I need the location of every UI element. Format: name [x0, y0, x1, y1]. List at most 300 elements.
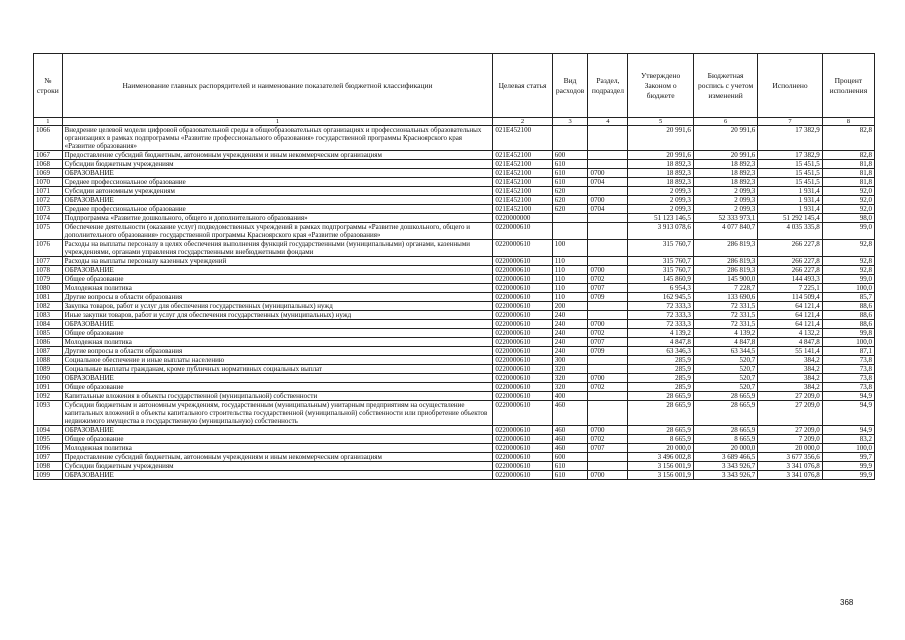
header-row-number: № строки — [34, 54, 63, 118]
row-percent: 92,8 — [822, 257, 874, 266]
row-schedule: 18 892,3 — [693, 178, 757, 187]
row-executed: 7 209,0 — [758, 435, 822, 444]
row-section: 0700 — [588, 471, 628, 480]
row-number: 1084 — [34, 320, 63, 329]
row-expense-kind: 460 — [552, 401, 588, 426]
row-schedule: 7 228,7 — [693, 284, 757, 293]
row-schedule: 133 690,6 — [693, 293, 757, 302]
row-approved: 315 760,7 — [628, 240, 693, 257]
row-expense-kind: 240 — [552, 347, 588, 356]
row-section: 0704 — [588, 205, 628, 214]
table-row — [34, 338, 875, 347]
row-expense-kind: 600 — [552, 151, 588, 160]
row-number: 1099 — [34, 471, 63, 480]
row-name: Молодежная политика — [62, 444, 493, 453]
row-executed: 55 141,4 — [758, 347, 822, 356]
row-target-article: 0220000610 — [493, 293, 552, 302]
row-name: Субсидии бюджетным и автономным учреждениям, государственным (муниципальным) унитарным предприятиям на осуществление капитальных вложений в объекты капитального строительства государственной (муниципальной) собственности или приобретение объектов недвижимого имущества в государственную (муниципальную) собственность — [62, 401, 493, 426]
row-name: Общее образование — [62, 383, 493, 392]
row-target-article: 0220000610 — [493, 453, 552, 462]
row-target-article: 0220000610 — [493, 462, 552, 471]
row-percent: 100,0 — [822, 284, 874, 293]
row-expense-kind: 110 — [552, 284, 588, 293]
row-target-article: 0220000610 — [493, 329, 552, 338]
row-schedule: 20 000,0 — [693, 444, 757, 453]
row-percent: 99,9 — [822, 462, 874, 471]
row-name: Другие вопросы в области образования — [62, 293, 493, 302]
table-row — [34, 240, 875, 257]
row-section: 0700 — [588, 426, 628, 435]
row-schedule: 63 344,5 — [693, 347, 757, 356]
row-executed: 64 121,4 — [758, 311, 822, 320]
row-expense-kind: 610 — [552, 471, 588, 480]
table-row — [34, 266, 875, 275]
row-expense-kind: 240 — [552, 338, 588, 347]
row-schedule: 20 991,6 — [693, 151, 757, 160]
column-number: 1 — [62, 118, 493, 126]
row-number: 1076 — [34, 240, 63, 257]
table-row — [34, 205, 875, 214]
row-number: 1088 — [34, 356, 63, 365]
row-schedule: 520,7 — [693, 356, 757, 365]
header-section: Раздел, подраздел — [588, 54, 628, 118]
row-percent: 88,6 — [822, 311, 874, 320]
row-approved: 20 991,6 — [628, 126, 693, 151]
table-row — [34, 383, 875, 392]
row-schedule: 20 991,6 — [693, 126, 757, 151]
column-number: 4 — [588, 118, 628, 126]
row-approved: 285,9 — [628, 374, 693, 383]
row-schedule: 286 819,3 — [693, 266, 757, 275]
header-percent: Процент исполнения — [822, 54, 874, 118]
row-expense-kind — [552, 223, 588, 240]
row-approved: 3 496 002,8 — [628, 453, 693, 462]
column-number: 8 — [822, 118, 874, 126]
row-name: Среднее профессиональное образование — [62, 178, 493, 187]
row-target-article: 021E452100 — [493, 205, 552, 214]
row-expense-kind: 610 — [552, 178, 588, 187]
row-approved: 3 156 001,9 — [628, 462, 693, 471]
row-approved: 285,9 — [628, 356, 693, 365]
row-section: 0709 — [588, 347, 628, 356]
table-row — [34, 293, 875, 302]
table-row — [34, 426, 875, 435]
row-schedule: 2 099,3 — [693, 205, 757, 214]
row-percent: 88,6 — [822, 302, 874, 311]
row-section: 0704 — [588, 178, 628, 187]
row-expense-kind: 300 — [552, 356, 588, 365]
table-row — [34, 320, 875, 329]
row-name: Иные закупки товаров, работ и услуг для обеспечения государственных (муниципальных) нужд — [62, 311, 493, 320]
row-approved: 162 945,5 — [628, 293, 693, 302]
row-schedule: 18 892,3 — [693, 160, 757, 169]
row-percent: 92,8 — [822, 266, 874, 275]
row-section: 0702 — [588, 383, 628, 392]
row-executed: 64 121,4 — [758, 320, 822, 329]
row-approved: 3 156 001,9 — [628, 471, 693, 480]
row-name: ОБРАЗОВАНИЕ — [62, 426, 493, 435]
row-target-article: 0220000610 — [493, 257, 552, 266]
row-expense-kind: 460 — [552, 435, 588, 444]
row-section — [588, 223, 628, 240]
row-name: Молодежная политика — [62, 284, 493, 293]
row-section: 0700 — [588, 169, 628, 178]
table-row — [34, 392, 875, 401]
table-row — [34, 196, 875, 205]
table-row — [34, 329, 875, 338]
row-expense-kind: 320 — [552, 365, 588, 374]
header-schedule: Бюджетная роспись с учетом изменений — [693, 54, 757, 118]
row-executed: 1 931,4 — [758, 196, 822, 205]
table-row — [34, 214, 875, 223]
row-expense-kind: 110 — [552, 266, 588, 275]
row-target-article: 0220000610 — [493, 444, 552, 453]
row-section — [588, 302, 628, 311]
row-name: ОБРАЗОВАНИЕ — [62, 196, 493, 205]
row-expense-kind: 460 — [552, 444, 588, 453]
table-row — [34, 126, 875, 151]
row-schedule: 28 665,9 — [693, 392, 757, 401]
row-number: 1091 — [34, 383, 63, 392]
row-number: 1096 — [34, 444, 63, 453]
row-target-article: 0220000610 — [493, 240, 552, 257]
row-executed: 266 227,8 — [758, 257, 822, 266]
row-approved: 72 333,3 — [628, 302, 693, 311]
row-schedule: 2 099,3 — [693, 196, 757, 205]
row-name: Внедрение целевой модели цифровой образовательной среды в общеобразовательных организациях и профессиональных образовательных организациях в рамках подпрограммы «Развитие профессионального образования» государственной программы Красноярского края «Развитие образования» — [62, 126, 493, 151]
row-target-article: 0220000610 — [493, 365, 552, 374]
row-approved: 285,9 — [628, 383, 693, 392]
row-approved: 6 954,3 — [628, 284, 693, 293]
row-expense-kind: 320 — [552, 374, 588, 383]
row-approved: 2 099,3 — [628, 196, 693, 205]
row-target-article: 021E452100 — [493, 169, 552, 178]
table-row — [34, 257, 875, 266]
row-section: 0700 — [588, 320, 628, 329]
row-number: 1097 — [34, 453, 63, 462]
row-number: 1083 — [34, 311, 63, 320]
row-approved: 4 847,8 — [628, 338, 693, 347]
row-executed: 1 931,4 — [758, 205, 822, 214]
row-percent: 94,9 — [822, 392, 874, 401]
row-percent: 99,8 — [822, 329, 874, 338]
row-approved: 18 892,3 — [628, 160, 693, 169]
row-schedule: 4 847,8 — [693, 338, 757, 347]
row-name: Субсидии бюджетным учреждениям — [62, 462, 493, 471]
row-schedule: 72 331,5 — [693, 320, 757, 329]
row-expense-kind: 610 — [552, 169, 588, 178]
row-schedule: 2 099,3 — [693, 187, 757, 196]
row-executed: 266 227,8 — [758, 240, 822, 257]
row-section — [588, 214, 628, 223]
row-approved: 315 760,7 — [628, 257, 693, 266]
row-approved: 315 760,7 — [628, 266, 693, 275]
row-section — [588, 257, 628, 266]
row-approved: 145 860,9 — [628, 275, 693, 284]
header-target-article: Целевая статья — [493, 54, 552, 118]
row-section — [588, 151, 628, 160]
row-name: Молодежная политика — [62, 338, 493, 347]
row-target-article: 0220000610 — [493, 347, 552, 356]
row-executed: 114 509,4 — [758, 293, 822, 302]
row-target-article: 0220000610 — [493, 471, 552, 480]
table-row — [34, 187, 875, 196]
row-section: 0702 — [588, 329, 628, 338]
table-row — [34, 347, 875, 356]
row-section: 0702 — [588, 275, 628, 284]
row-approved: 20 000,0 — [628, 444, 693, 453]
table-row — [34, 284, 875, 293]
row-section — [588, 365, 628, 374]
row-number: 1067 — [34, 151, 63, 160]
row-name: ОБРАЗОВАНИЕ — [62, 320, 493, 329]
row-name: Подпрограмма «Развитие дошкольного, общего и дополнительного образования» — [62, 214, 493, 223]
table-body — [34, 126, 875, 480]
row-target-article: 0220000610 — [493, 320, 552, 329]
row-executed: 3 341 076,8 — [758, 462, 822, 471]
row-target-article: 0220000610 — [493, 223, 552, 240]
row-executed: 4 035 335,8 — [758, 223, 822, 240]
row-target-article: 0220000000 — [493, 214, 552, 223]
row-section — [588, 392, 628, 401]
row-executed: 7 225,1 — [758, 284, 822, 293]
row-number: 1077 — [34, 257, 63, 266]
row-number: 1090 — [34, 374, 63, 383]
row-target-article: 0220000610 — [493, 374, 552, 383]
row-section — [588, 311, 628, 320]
row-approved: 28 665,9 — [628, 392, 693, 401]
row-name: Капитальные вложения в объекты государственной (муниципальной) собственности — [62, 392, 493, 401]
row-executed: 17 382,9 — [758, 126, 822, 151]
row-number: 1072 — [34, 196, 63, 205]
row-name: ОБРАЗОВАНИЕ — [62, 266, 493, 275]
row-section — [588, 453, 628, 462]
row-expense-kind: 610 — [552, 160, 588, 169]
row-percent: 88,6 — [822, 320, 874, 329]
row-executed: 3 677 356,6 — [758, 453, 822, 462]
row-expense-kind: 620 — [552, 187, 588, 196]
row-schedule: 52 333 973,1 — [693, 214, 757, 223]
row-executed: 4 847,8 — [758, 338, 822, 347]
row-number: 1085 — [34, 329, 63, 338]
row-expense-kind: 610 — [552, 462, 588, 471]
row-number: 1081 — [34, 293, 63, 302]
row-target-article: 0220000610 — [493, 275, 552, 284]
row-expense-kind: 240 — [552, 320, 588, 329]
row-approved: 8 665,9 — [628, 435, 693, 444]
row-section — [588, 126, 628, 151]
row-executed: 27 209,0 — [758, 392, 822, 401]
row-schedule: 3 343 926,7 — [693, 471, 757, 480]
row-executed: 266 227,8 — [758, 266, 822, 275]
row-approved: 72 333,3 — [628, 320, 693, 329]
row-approved: 285,9 — [628, 365, 693, 374]
row-target-article: 0220000610 — [493, 426, 552, 435]
row-expense-kind: 400 — [552, 392, 588, 401]
table-row — [34, 462, 875, 471]
row-target-article: 021E452100 — [493, 151, 552, 160]
row-expense-kind — [552, 126, 588, 151]
row-percent: 81,8 — [822, 169, 874, 178]
row-section: 0702 — [588, 435, 628, 444]
row-schedule: 3 689 466,5 — [693, 453, 757, 462]
row-percent: 73,8 — [822, 383, 874, 392]
header-name: Наименование главных распорядителей и наименование показателей бюджетной классификации — [62, 54, 493, 118]
row-schedule: 18 892,3 — [693, 169, 757, 178]
table-row — [34, 311, 875, 320]
row-number: 1093 — [34, 401, 63, 426]
row-target-article: 021E452100 — [493, 126, 552, 151]
table-row — [34, 223, 875, 240]
row-expense-kind: 620 — [552, 196, 588, 205]
row-executed: 15 451,5 — [758, 160, 822, 169]
budget-execution-table — [33, 53, 875, 480]
row-expense-kind: 620 — [552, 205, 588, 214]
row-target-article: 0220000610 — [493, 266, 552, 275]
row-name: Другие вопросы в области образования — [62, 347, 493, 356]
row-number: 1075 — [34, 223, 63, 240]
row-number: 1098 — [34, 462, 63, 471]
row-percent: 87,1 — [822, 347, 874, 356]
table-row — [34, 151, 875, 160]
row-name: Расходы на выплаты персоналу в целях обеспечения выполнения функций государственными (муниципальными) органами, казенными учреждениями, органами управления государственными внебюджетными фондами — [62, 240, 493, 257]
row-target-article: 021E452100 — [493, 187, 552, 196]
row-section — [588, 160, 628, 169]
row-number: 1071 — [34, 187, 63, 196]
table-header-row — [34, 54, 875, 118]
row-number: 1079 — [34, 275, 63, 284]
row-approved: 28 665,9 — [628, 401, 693, 426]
row-number: 1080 — [34, 284, 63, 293]
row-number: 1086 — [34, 338, 63, 347]
row-expense-kind: 240 — [552, 329, 588, 338]
row-percent: 85,7 — [822, 293, 874, 302]
row-percent: 82,8 — [822, 126, 874, 151]
row-percent: 99,0 — [822, 275, 874, 284]
row-number: 1082 — [34, 302, 63, 311]
row-name: Предоставление субсидий бюджетным, автономным учреждениям и иным некоммерческим организациям — [62, 453, 493, 462]
row-section — [588, 401, 628, 426]
row-executed: 3 341 076,8 — [758, 471, 822, 480]
row-number: 1089 — [34, 365, 63, 374]
table-row — [34, 275, 875, 284]
row-target-article: 0220000610 — [493, 356, 552, 365]
row-executed: 384,2 — [758, 365, 822, 374]
row-target-article: 0220000610 — [493, 284, 552, 293]
row-percent: 99,9 — [822, 471, 874, 480]
row-name: Социальные выплаты гражданам, кроме публичных нормативных социальных выплат — [62, 365, 493, 374]
row-schedule: 520,7 — [693, 383, 757, 392]
table-row — [34, 374, 875, 383]
row-percent: 92,0 — [822, 205, 874, 214]
column-number: 7 — [758, 118, 822, 126]
row-schedule: 72 331,5 — [693, 311, 757, 320]
table-row — [34, 401, 875, 426]
row-name: Общее образование — [62, 435, 493, 444]
row-approved: 3 913 078,6 — [628, 223, 693, 240]
row-target-article: 0220000610 — [493, 392, 552, 401]
row-executed: 384,2 — [758, 374, 822, 383]
row-section — [588, 462, 628, 471]
row-name: ОБРАЗОВАНИЕ — [62, 374, 493, 383]
row-percent: 92,0 — [822, 196, 874, 205]
row-name: Субсидии бюджетным учреждениям — [62, 160, 493, 169]
row-section: 0707 — [588, 338, 628, 347]
row-executed: 15 451,5 — [758, 178, 822, 187]
row-expense-kind: 320 — [552, 383, 588, 392]
row-target-article: 0220000610 — [493, 401, 552, 426]
row-executed: 144 493,3 — [758, 275, 822, 284]
row-expense-kind: 200 — [552, 302, 588, 311]
row-schedule: 3 343 926,7 — [693, 462, 757, 471]
table-row — [34, 453, 875, 462]
row-approved: 20 991,6 — [628, 151, 693, 160]
row-approved: 72 333,3 — [628, 311, 693, 320]
column-number: 6 — [693, 118, 757, 126]
row-approved: 18 892,3 — [628, 178, 693, 187]
row-number: 1070 — [34, 178, 63, 187]
row-expense-kind: 110 — [552, 257, 588, 266]
row-name: Закупка товаров, работ и услуг для обеспечения государственных (муниципальных) нужд — [62, 302, 493, 311]
row-name: Предоставление субсидий бюджетным, автономным учреждениям и иным некоммерческим организациям — [62, 151, 493, 160]
row-target-article: 021E452100 — [493, 178, 552, 187]
row-number: 1095 — [34, 435, 63, 444]
row-schedule: 4 139,2 — [693, 329, 757, 338]
row-target-article: 0220000610 — [493, 338, 552, 347]
row-percent: 92,0 — [822, 187, 874, 196]
row-name: Расходы на выплаты персоналу казенных учреждений — [62, 257, 493, 266]
row-executed: 1 931,4 — [758, 187, 822, 196]
row-section — [588, 240, 628, 257]
row-executed: 51 292 145,4 — [758, 214, 822, 223]
row-number: 1094 — [34, 426, 63, 435]
row-schedule: 520,7 — [693, 374, 757, 383]
row-percent: 99,0 — [822, 223, 874, 240]
row-number: 1066 — [34, 126, 63, 151]
row-expense-kind: 240 — [552, 311, 588, 320]
header-expense-kind: Вид расходов — [552, 54, 588, 118]
row-expense-kind: 110 — [552, 275, 588, 284]
table-row — [34, 178, 875, 187]
row-approved: 2 099,3 — [628, 205, 693, 214]
row-schedule: 286 819,3 — [693, 257, 757, 266]
row-target-article: 0220000610 — [493, 383, 552, 392]
row-expense-kind: 600 — [552, 453, 588, 462]
header-executed: Исполнено — [758, 54, 822, 118]
column-number: 3 — [552, 118, 588, 126]
row-target-article: 0220000610 — [493, 435, 552, 444]
row-number: 1069 — [34, 169, 63, 178]
row-executed: 384,2 — [758, 356, 822, 365]
row-number: 1078 — [34, 266, 63, 275]
row-target-article: 0220000610 — [493, 302, 552, 311]
row-name: Субсидии автономным учреждениям — [62, 187, 493, 196]
row-number: 1087 — [34, 347, 63, 356]
row-percent: 94,9 — [822, 401, 874, 426]
row-expense-kind — [552, 214, 588, 223]
row-schedule: 145 900,0 — [693, 275, 757, 284]
row-executed: 384,2 — [758, 383, 822, 392]
row-executed: 64 121,4 — [758, 302, 822, 311]
column-number: 1 — [34, 118, 63, 126]
row-executed: 27 209,0 — [758, 401, 822, 426]
table-row — [34, 160, 875, 169]
row-name: ОБРАЗОВАНИЕ — [62, 169, 493, 178]
row-percent: 81,8 — [822, 160, 874, 169]
row-executed: 27 209,0 — [758, 426, 822, 435]
column-number: 5 — [628, 118, 693, 126]
row-approved: 18 892,3 — [628, 169, 693, 178]
